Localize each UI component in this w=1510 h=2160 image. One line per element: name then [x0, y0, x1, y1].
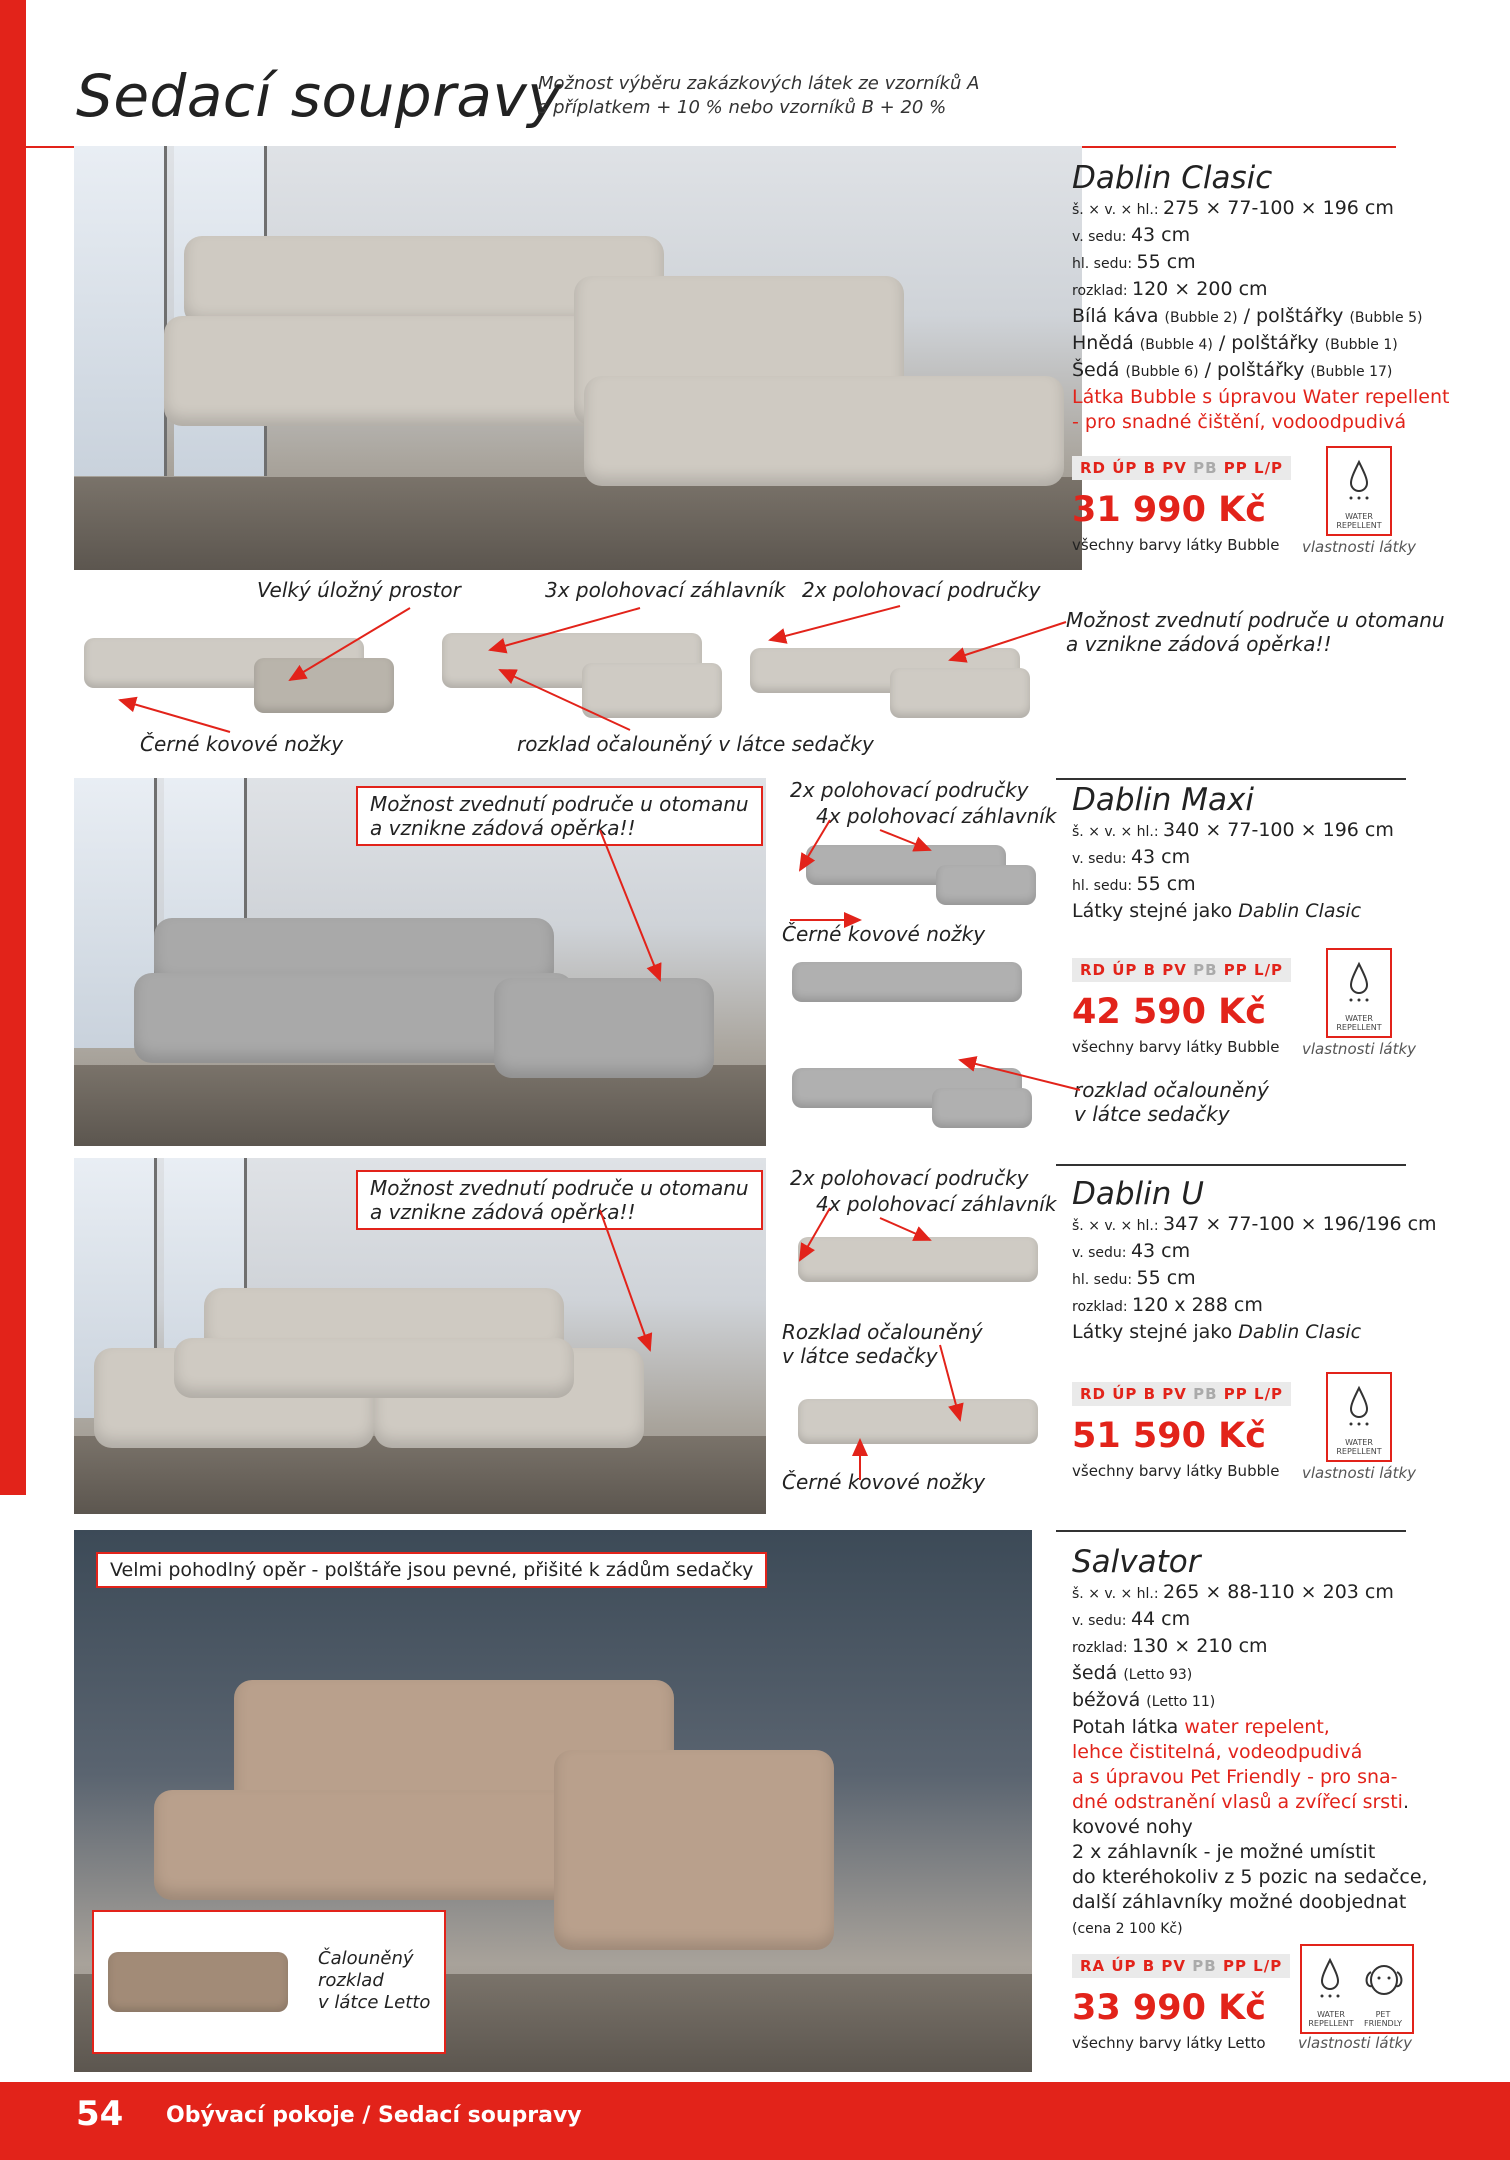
- thumb-armrest: [740, 608, 1040, 728]
- price: 42 590 Kč: [1072, 992, 1267, 1032]
- u-rule: [1056, 1164, 1406, 1166]
- maxi-legs-callout: Černé kovové nožky: [782, 922, 986, 946]
- price: 31 990 Kč: [1072, 490, 1267, 530]
- salvator-inset: Čalouněný rozklad v látce Letto: [92, 1910, 446, 2054]
- u-thumb-2: [778, 1384, 1058, 1464]
- water-repellent-icon: WATER REPELLENT: [1326, 1372, 1392, 1462]
- callout-upholstered-bed: rozklad očalouněný v látce sedačky: [517, 732, 874, 756]
- maxi-thumb-1: [786, 830, 1046, 920]
- page-number: 54: [76, 2094, 124, 2134]
- callout-black-legs: Černé kovové nožky: [140, 732, 344, 756]
- maxi-bed-callout: rozklad očalouněný v látce sedačky: [1074, 1078, 1269, 1126]
- maxi-headrest-callout: 4x polohovací záhlavník: [816, 804, 1057, 828]
- callout-armrest: 2x polohovací područky: [802, 578, 1041, 602]
- dablin-u-info: Dablin U š. × v. × hl.: 347 × 77-100 × 196/196 cm v. sedu: 43 cm hl. sedu: 55 cm rozklad: 120 x 288 cm Látky stejné jako Dablin Clasic: [1072, 1176, 1492, 1345]
- property-note: vlastnosti látky: [1302, 1464, 1417, 1482]
- price-note: všechny barvy látky Bubble: [1072, 1462, 1280, 1480]
- salvator-info: Salvator š. × v. × hl.: 265 × 88-110 × 203 cm v. sedu: 44 cm rozklad: 130 × 210 cm šedá (Letto 93) béžová (Letto 11) Potah látka water repelent, lehce čistitelná, vodeodpudivá a s úpravou Pet Friendly - pro sna- dné odstranění vlasů a zvířecí srsti. kovové nohy 2 x záhlavník - je možné umístit do kteréhokoliv z 5 pozic na sedačce, další záhlavníky možné doobjednat (cena 2 100 Kč): [1072, 1544, 1502, 1942]
- maxi-rule: [1056, 778, 1406, 780]
- fabric-note: Látka Bubble s úpravou Water repellent: [1072, 386, 1450, 408]
- dablin-clasic-info: Dablin Clasic š. × v. × hl.: 275 × 77-100 × 196 cm v. sedu: 43 cm hl. sedu: 55 cm rozklad: 120 × 200 cm Bílá káva (Bubble 2) / polštářky (Bubble 5) Hnědá (Bubble 4) / polštářky (Bubble 1) Šedá (Bubble 6) / polštářky (Bubble 17) Látka Bubble s úpravou Water repellent - pro snadné čištění, vodoodpudivá: [1072, 160, 1492, 435]
- dablin-maxi-info: Dablin Maxi š. × v. × hl.: 340 × 77-100 × 196 cm v. sedu: 43 cm hl. sedu: 55 cm Látky stejné jako Dablin Clasic: [1072, 782, 1492, 924]
- availability-tags: RD ÚP B PV PB PP L/P: [1072, 456, 1291, 480]
- maxi-armrest-callout: 2x polohovací područky: [790, 778, 1029, 802]
- u-ottoman-callout: Možnost zvednutí područe u otomanu a vznikne zádová opěrka!!: [356, 1170, 763, 1230]
- maxi-thumb-3: [782, 1058, 1042, 1138]
- fabric-properties-icons: WATER REPELLENT PET FRIENDLY: [1300, 1944, 1414, 2034]
- u-legs-callout: Černé kovové nožky: [782, 1470, 986, 1494]
- subtitle-line-2: s příplatkem + 10 % nebo vzorníků B + 20 %: [538, 97, 947, 118]
- availability-tags: RA ÚP B PV PB PP L/P: [1072, 1954, 1290, 1978]
- property-note: vlastnosti látky: [1302, 538, 1417, 556]
- callout-storage: Velký úložný prostor: [257, 578, 461, 602]
- thumb-headrest: [432, 608, 732, 728]
- availability-tags: RD ÚP B PV PB PP L/P: [1072, 958, 1291, 982]
- u-armrest-callout: 2x polohovací područky: [790, 1166, 1029, 1190]
- maxi-thumb-2: [782, 952, 1042, 1032]
- price-note: všechny barvy látky Bubble: [1072, 536, 1280, 554]
- left-accent-bar: [0, 0, 26, 1495]
- product-name: Dablin Maxi: [1072, 782, 1254, 818]
- salvator-comfort-callout: Velmi pohodlný opěr - polštáře jsou pevné, přišité k zádům sedačky: [96, 1552, 767, 1588]
- price: 51 590 Kč: [1072, 1416, 1267, 1456]
- callout-headrest: 3x polohovací záhlavník: [545, 578, 786, 602]
- price-note: všechny barvy látky Bubble: [1072, 1038, 1280, 1056]
- subtitle-line-1: Možnost výběru zakázkových látek ze vzorníků A: [538, 73, 980, 94]
- product-name: Dablin Clasic: [1072, 160, 1273, 196]
- property-note: vlastnosti látky: [1298, 2034, 1413, 2052]
- salvator-rule: [1056, 1530, 1406, 1532]
- callout-ottoman: Možnost zvednutí područe u otomanu a vznikne zádová opěrka!!: [1066, 608, 1445, 656]
- water-repellent-icon: WATER REPELLENT: [1326, 948, 1392, 1038]
- u-bed-callout: Rozklad očalouněný v látce sedačky: [782, 1320, 983, 1368]
- u-thumb-1: [778, 1222, 1058, 1302]
- water-repellent-icon: [1302, 1946, 1412, 2006]
- property-note: vlastnosti látky: [1302, 1040, 1417, 1058]
- dablin-clasic-photo: [74, 146, 1082, 570]
- section-title: Obývací pokoje / Sedací soupravy: [166, 2103, 582, 2128]
- maxi-ottoman-callout: Možnost zvednutí područe u otomanu a vznikne zádová opěrka!!: [356, 786, 763, 846]
- price: 33 990 Kč: [1072, 1988, 1267, 2028]
- availability-tags: RD ÚP B PV PB PP L/P: [1072, 1382, 1291, 1406]
- product-name: Dablin U: [1072, 1176, 1204, 1212]
- u-headrest-callout: 4x polohovací záhlavník: [816, 1192, 1057, 1216]
- page-subtitle: [538, 72, 1038, 120]
- price-note: všechny barvy látky Letto: [1072, 2034, 1266, 2052]
- product-name: Salvator: [1072, 1544, 1201, 1580]
- water-repellent-icon: WATER REPELLENT: [1326, 446, 1392, 536]
- thumb-storage: [74, 608, 404, 728]
- page-title: Sedací soupravy: [76, 62, 563, 130]
